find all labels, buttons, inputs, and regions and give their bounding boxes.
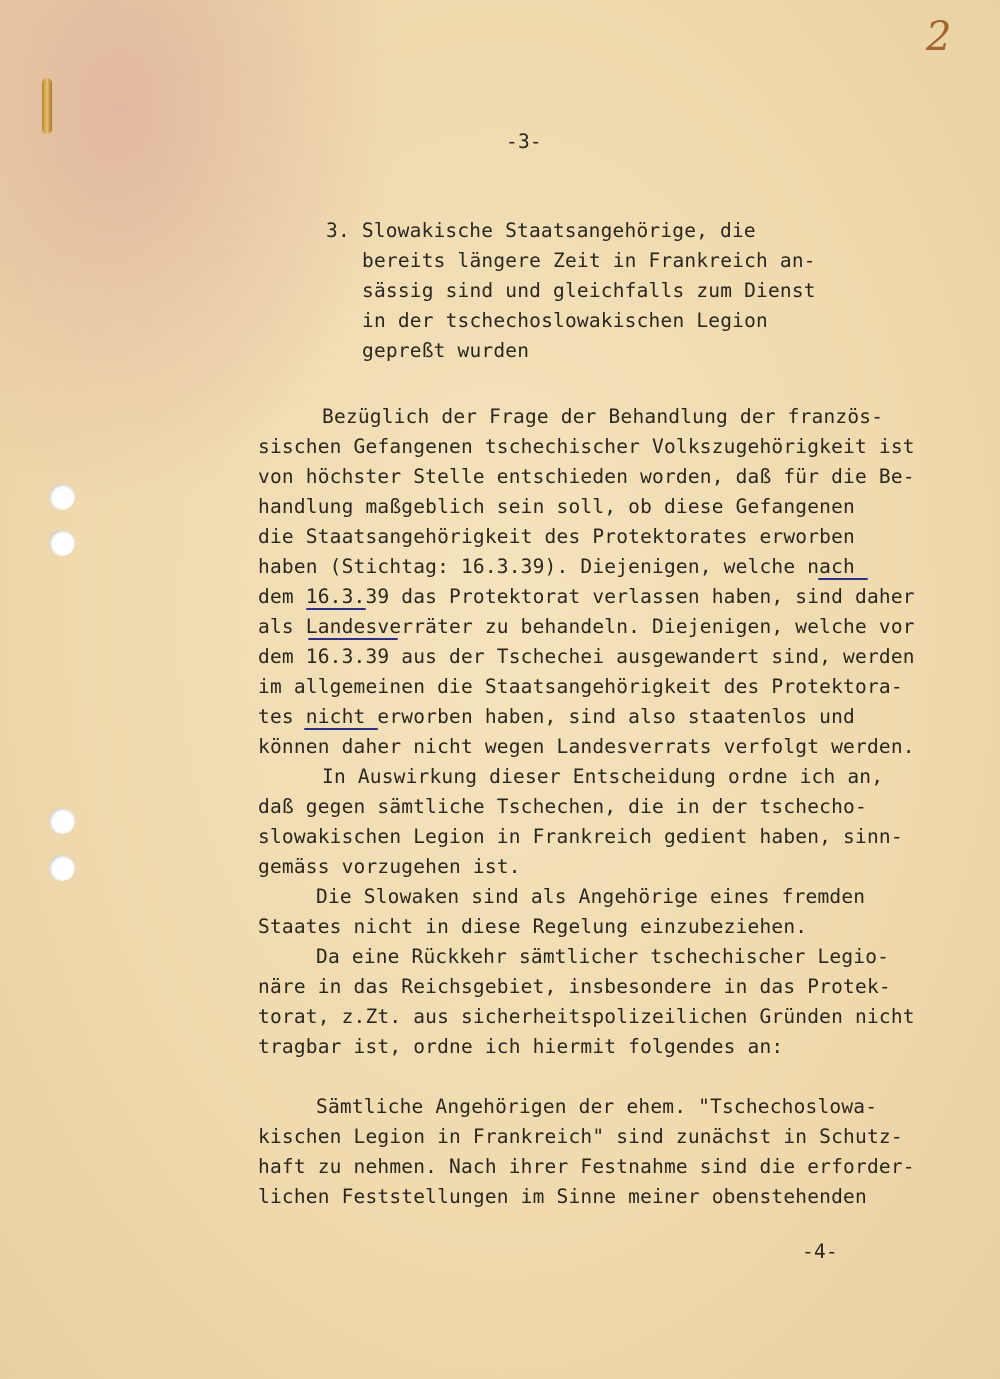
text-line: daß gegen sämtliche Tschechen, die in der tschecho- (258, 795, 867, 818)
pen-underline (306, 608, 366, 610)
text-line: kischen Legion in Frankreich" sind zunächst in Schutz- (258, 1125, 903, 1148)
text-line: Staates nicht in diese Regelung einzubeziehen. (258, 915, 808, 938)
text-line: Da eine Rückkehr sämtlicher tschechischer Legio- (316, 945, 890, 968)
text-line: tragbar ist, ordne ich hiermit folgendes an: (258, 1035, 784, 1058)
page-header: -3- (506, 130, 542, 153)
pen-underline (308, 638, 398, 640)
punch-hole (49, 530, 75, 556)
text-line: dem 16.3.39 das Protektorat verlassen haben, sind daher (258, 585, 915, 608)
punch-hole (49, 484, 75, 510)
text-line: dem 16.3.39 aus der Tschechei ausgewandert sind, werden (258, 645, 915, 668)
text-line: gepreßt wurden (362, 339, 530, 362)
text-line: gemäss vorzugehen ist. (258, 855, 521, 878)
text-line: als Landesverräter zu behandeln. Diejenigen, welche vor (258, 615, 915, 638)
margin-page-number: 2 (926, 14, 952, 60)
text-line: Sämtliche Angehörigen der ehem. "Tschechoslowa- (316, 1095, 878, 1118)
text-line: slowakischen Legion in Frankreich gedient haben, sinn- (258, 825, 903, 848)
punch-hole (49, 855, 75, 881)
text-line: näre in das Reichsgebiet, insbesondere in das Protek- (258, 975, 891, 998)
text-line: die Staatsangehörigkeit des Protektorates erworben (258, 525, 855, 548)
text-line: in der tschechoslowakischen Legion (362, 309, 768, 332)
text-line: von höchster Stelle entschieden worden, daß für die Be- (258, 465, 915, 488)
text-line: torat, z.Zt. aus sicherheitspolizeilichen Gründen nicht (258, 1005, 915, 1028)
page-footer: -4- (802, 1240, 838, 1263)
text-line: haft zu nehmen. Nach ihrer Festnahme sind die erforder- (258, 1155, 915, 1178)
pen-underline (818, 578, 868, 580)
text-line: handlung maßgeblich sein soll, ob diese Gefangenen (258, 495, 855, 518)
punch-hole (49, 808, 75, 834)
text-line: Bezüglich der Frage der Behandlung der französ- (322, 405, 884, 428)
text-line: haben (Stichtag: 16.3.39). Diejenigen, welche nach (258, 555, 855, 578)
text-line: bereits längere Zeit in Frankreich an- (362, 249, 816, 272)
text-line: sässig sind und gleichfalls zum Dienst (362, 279, 816, 302)
text-line: Die Slowaken sind als Angehörige eines fremden (316, 885, 866, 908)
text-line: können daher nicht wegen Landesverrats verfolgt werden. (258, 735, 915, 758)
text-line: tes nicht erworben haben, sind also staatenlos und (258, 705, 855, 728)
staple (42, 78, 52, 134)
text-line: sischen Gefangenen tschechischer Volkszugehörigkeit ist (258, 435, 915, 458)
text-line: In Auswirkung dieser Entscheidung ordne ich an, (322, 765, 884, 788)
pen-underline (304, 728, 378, 730)
text-line: lichen Feststellungen im Sinne meiner obenstehenden (258, 1185, 867, 1208)
text-line: im allgemeinen die Staatsangehörigkeit des Protektora- (258, 675, 903, 698)
text-line: 3. Slowakische Staatsangehörige, die (326, 219, 756, 242)
